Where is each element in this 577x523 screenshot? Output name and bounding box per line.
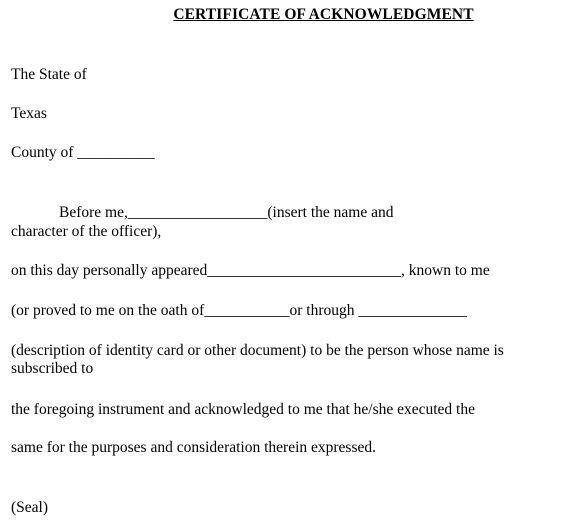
paragraph-before-me: Before me,__________________(insert the name and	[59, 204, 394, 221]
certificate-title: CERTIFICATE OF ACKNOWLEDGMENT	[173, 6, 474, 23]
county-line: County of __________	[11, 144, 155, 161]
state-label: The State of	[11, 66, 87, 83]
paragraph-officer-character: character of the officer),	[11, 223, 162, 240]
seal-label: (Seal)	[11, 499, 49, 516]
line-proved-oath: (or proved to me on the oath of___________or through ______________	[11, 302, 467, 319]
line-personally-appeared: on this day personally appeared_________________________, known to me	[11, 262, 490, 279]
state-value: Texas	[11, 105, 47, 122]
line-foregoing-instrument: the foregoing instrument and acknowledged to me that he/she executed the	[11, 401, 475, 418]
line-same-purposes: same for the purposes and consideration therein expressed.	[11, 439, 376, 456]
line-identity-description: (description of identity card or other document) to be the person whose name is	[11, 342, 504, 359]
line-subscribed: subscribed to	[11, 360, 94, 377]
